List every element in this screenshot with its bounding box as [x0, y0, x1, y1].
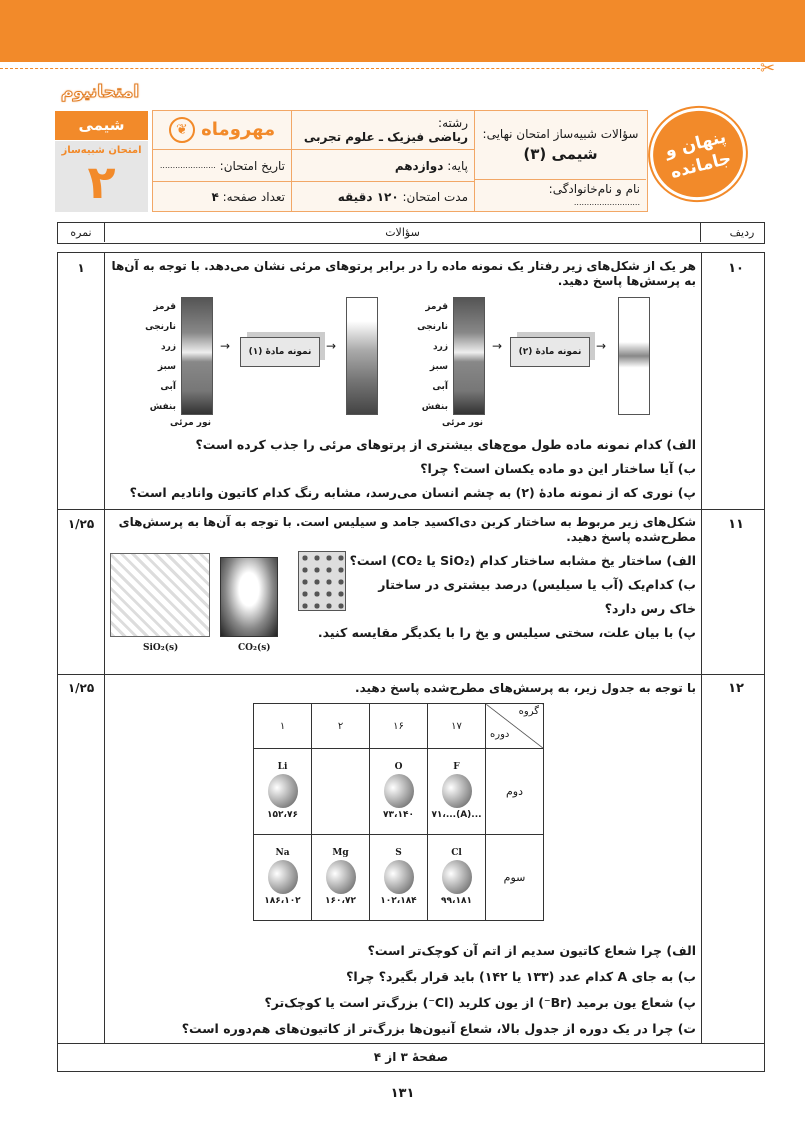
duration-cell: مدت امتحان: ۱۲۰ دقیقه [291, 181, 474, 211]
exam-title: سؤالات شبیه‌ساز امتحان نهایی: شیمی (۳) [474, 111, 646, 179]
col-row: ردیف [729, 226, 755, 239]
mock-label: امتحان شبیه‌ساز [61, 145, 142, 156]
questions-table: ۱۰ ۱ هر یک از شکل‌های زیر رفتار یک نمونه ماده را در برابر پرتوهای مرئی نشان می‌دهد. با توجه به آن‌ها به پرسش‌ها پاسخ دهید. قرمز نارنجی زرد سبز آبی بنفش نور مرئی → نمونه مادهٔ (۱) → قرمز نارنجی زرد سبز آبی بنفش نور مرئی → نمونه مادهٔ (۲) → الف) کدام نمونه ماده طول موج‌های بیشتری از پرتوهای مرئی را جذب کرده است؟ ب) آیا ساختار این دو ماده یکسان است؟ چرا؟ پ) نوری که از نمونه مادهٔ (۲) به چشم انسان می‌رسد، مشابه رنگ کدام کاتیون وانادیم است؟ ۱۱ ۱/۲۵ شکل‌های زیر مربوط به ساختار کربن دی‌اکسید جامد و سیلیس است. با توجه به آن‌ها به پرسش‌های مطرح‌شده پاسخ دهید. SiO₂(s) CO₂(s) الف) ساختار یخ مشابه ساختار کدام (SiO₂ یا CO₂) است؟ ب) کدام‌یک (آب یا سیلیس) درصد بیشتری در ساختار خاک رس دارد؟ پ) با بیان علت، سختی سیلیس و یخ را با یکدیگر مقایسه کنید. ۱۲ ۱/۲۵ با توجه به جدول زیر، به پرسش‌های مطرح‌شده پاسخ دهید. ۱ ۲ ۱۶ ۱۷ گروه دوره Li ۱۵۲،۷۶ O ۷۳،۱۴۰ F ۷۱،...(A)... دوم Na ۱۸۶،۱۰۲ Mg ۱۶۰،۷۲ S ۱۰۲،۱۸۴ Cl ۹۹،۱۸۱ سوم الف) چرا شعاع کاتیون سدیم از اتم آن کوچک‌تر است؟ ب) به جای A کدام عدد (۱۳۳ یا ۱۴۲) باید قرار بگیرد؟ چرا؟ پ) شعاع یون برمید (Br⁻) از یون کلرید (Cl⁻) بزرگ‌تر است یا کوچک‌تر؟ ت) چرا در یک دوره از جدول بالا، شعاع آنیون‌ها بزرگ‌تر از کاتیون‌های هم‌دوره است؟ صفحهٔ ۳ از ۴ [57, 252, 765, 1072]
top-band [0, 0, 805, 62]
scissors-icon: ✂ [760, 58, 776, 79]
column-header [57, 222, 765, 244]
table-row: Na ۱۸۶،۱۰۲ Mg ۱۶۰،۷۲ S ۱۰۲،۱۸۴ Cl ۹۹،۱۸۱ سوم [254, 835, 544, 921]
exam-header [152, 110, 648, 212]
ion-sphere-icon [384, 860, 414, 894]
mock-exam-box [55, 141, 148, 212]
brand-logo: امتحانیوم [60, 82, 140, 102]
visible-light-spectrum [453, 297, 485, 415]
color-labels: قرمز نارنجی زرد سبز آبی بنفش [145, 302, 176, 412]
arrow-icon: → [596, 339, 607, 353]
page-number: ۱۳۱ [390, 1086, 415, 1101]
sample-2-box: نمونه مادهٔ (۲) [510, 337, 590, 367]
mock-number: ۲ [87, 155, 116, 209]
name-cell: نام و نام‌خانوادگی: .......................... [474, 179, 646, 211]
badge: پنهان و جامانده [640, 98, 755, 210]
transmitted-light-2 [618, 297, 650, 415]
periodic-ion-table: ۱ ۲ ۱۶ ۱۷ گروه دوره Li ۱۵۲،۷۶ O ۷۳،۱۴۰ F ۷۱،...(A)... دوم Na ۱۸۶،۱۰۲ Mg ۱۶۰،۷۲ S ۱۰۲،۱۸۴ Cl ۹۹،۱۸۱ سوم [253, 703, 544, 921]
ion-sphere-icon [268, 774, 298, 808]
visible-light-spectrum [181, 297, 213, 415]
color-labels: قرمز نارنجی زرد سبز آبی بنفش [417, 302, 448, 412]
subject-label: شیمی [55, 111, 148, 140]
date-cell: تاریخ امتحان: ...................... [153, 149, 291, 181]
ion-sphere-icon [384, 774, 414, 808]
col-score: نمره [70, 226, 92, 239]
dry-ice-image [220, 557, 278, 637]
table-row: Li ۱۵۲،۷۶ O ۷۳،۱۴۰ F ۷۱،...(A)... دوم [254, 749, 544, 835]
pages-cell: تعداد صفحه: ۴ [153, 181, 291, 211]
co2-molecules-image [298, 551, 346, 611]
ion-sphere-icon [268, 860, 298, 894]
sample-1-box: نمونه مادهٔ (۱) [240, 337, 320, 367]
cut-line [0, 68, 760, 69]
arrow-icon: → [326, 339, 337, 353]
col-questions: سؤالات [104, 223, 701, 242]
ion-sphere-icon [326, 860, 356, 894]
publisher-logo: مهروماه ❦ [153, 111, 291, 149]
butterfly-icon: ❦ [169, 117, 195, 143]
ion-sphere-icon [442, 774, 472, 808]
transmitted-light-1 [346, 297, 378, 415]
ion-sphere-icon [442, 860, 472, 894]
arrow-icon: → [220, 339, 231, 353]
field-cell: رشته: ریاضی فیزیک ـ علوم تجربی [291, 111, 474, 149]
table-corner: گروه دوره [486, 704, 544, 749]
arrow-icon: → [492, 339, 503, 353]
page-footer: صفحهٔ ۳ از ۴ [373, 1050, 449, 1064]
sio2-structure-image [110, 553, 210, 637]
grade-cell: پایه: دوازدهم [291, 149, 474, 181]
